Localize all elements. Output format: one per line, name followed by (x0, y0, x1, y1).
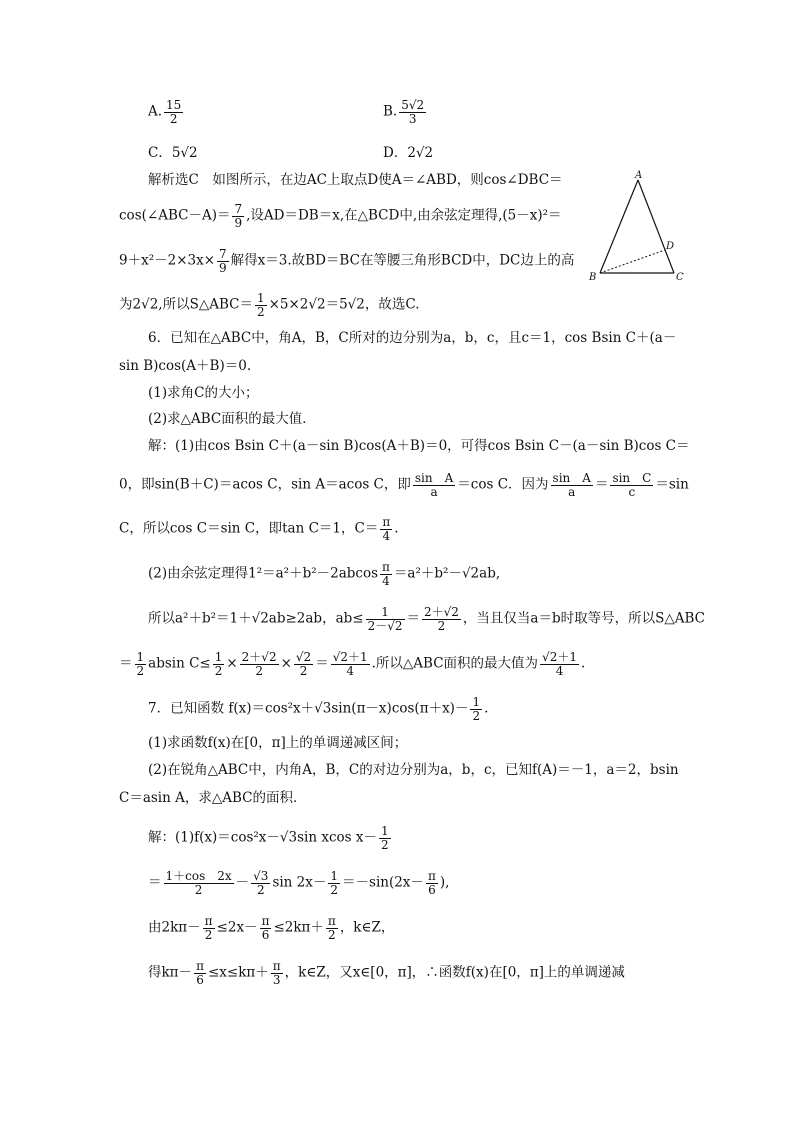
fraction-numerator: 5√2 (401, 98, 425, 112)
fraction-denominator: a (430, 484, 438, 499)
fraction-numerator: sin A (552, 471, 591, 485)
fraction (240, 651, 279, 677)
q5-solution-line-1: 解析选C 如图所示，在边AC上取点D使A＝∠ABD，则cos∠DBC＝ (148, 172, 563, 188)
segment-bd (600, 250, 665, 273)
q6-solution-line-3 (119, 516, 399, 542)
fraction (379, 825, 391, 851)
fraction-numerator: 1 (214, 650, 223, 664)
fraction-denominator: 2 (328, 927, 336, 942)
text-run: 9＋x²－2×3x× (119, 252, 216, 269)
fraction-denominator: 2 (214, 663, 223, 678)
fraction (294, 651, 313, 677)
text-run: 7．已知函数 f(x)＝cos²x＋√3sin(π－x)cos(π＋x)－ (148, 700, 469, 717)
q6-solution-line-5 (148, 606, 705, 632)
fraction-denominator: 2 (299, 663, 308, 678)
fraction-denominator: 6 (196, 972, 204, 987)
fraction-denominator: 2 (194, 882, 203, 897)
option-a-label: A. (148, 103, 163, 120)
fraction (540, 651, 579, 677)
text-run: ＝sin (655, 476, 689, 493)
text-run: 由2kπ－ (148, 919, 201, 936)
fraction-denominator: 4 (382, 528, 391, 543)
fraction (610, 472, 653, 498)
text-run: sin 2x－ (272, 874, 327, 891)
side-ac (638, 180, 674, 273)
fraction-denominator: 6 (261, 927, 270, 942)
vertex-label-b: B (589, 272, 597, 283)
fraction-denominator: 2 (330, 882, 339, 897)
fraction (260, 915, 272, 941)
fraction-numerator: 1 (136, 650, 145, 664)
text-run: . (580, 655, 586, 672)
fraction-numerator: √2＋1 (542, 650, 577, 664)
fraction (164, 870, 234, 896)
q7-stem (148, 696, 488, 722)
fraction-numerator: √3 (253, 869, 269, 883)
fraction-denominator: 2 (256, 882, 265, 897)
text-run: 所以a²＋b²＝1＋√2ab≥2ab，ab≤ (148, 610, 364, 627)
text-run: . (394, 520, 399, 537)
text-run: ＝ (119, 655, 133, 672)
text-run: ,设AD＝DB＝x,在△BCD中,由余弦定理得,(5－x)²＝ (246, 207, 562, 224)
side-ab (600, 180, 638, 273)
q6-stem-line-1: 6．已知在△ABC中，角A，B，C所对的边分别为a，b，c，且c＝1，cos Bsin C＋(a－ (148, 330, 677, 346)
fraction-numerator: 1 (256, 291, 265, 305)
fraction-numerator: 7 (219, 247, 227, 261)
text-run: C，所以cos C＝sin C，即tan C＝1，C＝ (119, 520, 379, 537)
q6-solution-line-4 (148, 561, 500, 587)
fraction (232, 203, 244, 229)
text-run: .所以△ABC面积的最大值为 (371, 655, 539, 672)
fraction-numerator: π (261, 914, 270, 928)
text-run: ≤2x－ (216, 919, 258, 936)
fraction-numerator: 1 (380, 824, 389, 838)
fraction (380, 516, 392, 542)
text-run: ，k∈Z，又x∈[0，π]，∴函数f(x)在[0，π]上的单调递减 (284, 964, 625, 981)
fraction-denominator: 3 (408, 111, 417, 126)
q6-stem-line-2: sin B)cos(A＋B)＝0. (119, 358, 252, 374)
fraction-numerator: π (204, 914, 213, 928)
fraction (470, 696, 482, 722)
option-b (383, 99, 428, 125)
fraction-numerator: π (427, 869, 436, 883)
fraction-numerator: π (327, 914, 336, 928)
text-run: ＝cos C．因为 (457, 476, 549, 493)
fraction-denominator: 4 (382, 573, 390, 588)
text-run: absin C≤ (148, 655, 211, 672)
fraction-denominator: 9 (234, 215, 243, 230)
option-b-fraction (399, 99, 426, 125)
q7-solution-line-2 (148, 870, 449, 896)
fraction-numerator: 2＋√2 (424, 605, 459, 619)
fraction-numerator: √2＋1 (332, 650, 368, 664)
fraction-numerator: π (382, 560, 390, 574)
fraction (426, 870, 438, 896)
text-run: (2)由余弦定理得1²＝a²＋b²－2abcos (148, 565, 379, 582)
fraction (255, 292, 267, 318)
fraction (217, 248, 229, 274)
text-run: cos(∠ABC－A)＝ (119, 207, 231, 224)
fraction-numerator: √2 (295, 650, 312, 664)
q6-solution-line-1: 解：(1)由cos Bsin C＋(a－sin B)cos(A＋B)＝0，可得cos Bsin C－(a－sin B)cos C＝ (148, 438, 690, 454)
q6-solution-line-6 (119, 651, 585, 677)
vertex-label-c: C (676, 272, 684, 283)
option-b-label: B. (383, 103, 398, 120)
fraction-denominator: 3 (272, 972, 281, 987)
fraction (135, 651, 147, 677)
q7-solution-line-3 (148, 915, 394, 941)
fraction-denominator: 2 (169, 111, 178, 126)
vertex-label-d: D (666, 241, 675, 252)
fraction-numerator: 7 (234, 202, 243, 216)
fraction-denominator: 2－√2 (367, 618, 403, 633)
text-run: － (235, 874, 250, 891)
option-c: C．5√2 (148, 145, 198, 161)
fraction (328, 870, 340, 896)
text-run: ), (439, 874, 450, 891)
text-run: ＝ (594, 476, 609, 493)
text-run: ＝－sin(2x－ (342, 874, 424, 891)
fraction (213, 651, 225, 677)
fraction (413, 472, 455, 498)
fraction (422, 606, 461, 632)
fraction-denominator: 2 (380, 837, 389, 852)
fraction-denominator: 2 (256, 304, 265, 319)
text-run: ×5×2√2＝5√2，故选C. (268, 296, 420, 313)
fraction (551, 472, 593, 498)
q7-solution-line-1 (148, 825, 393, 851)
text-run: ＝ (148, 874, 162, 891)
fraction-numerator: 1 (472, 695, 481, 709)
fraction-numerator: 1 (330, 869, 339, 883)
text-run: 得kπ－ (148, 964, 193, 981)
fraction (380, 561, 392, 587)
text-run: ＝a²＋b²－√2ab, (393, 565, 501, 582)
text-run: ＝ (315, 655, 329, 672)
fraction (326, 915, 338, 941)
fraction-denominator: 6 (428, 882, 436, 897)
fraction-denominator: 2 (472, 708, 481, 723)
text-run: . (484, 700, 489, 717)
q7-part-1: (1)求函数f(x)在[0，π]上的单调递减区间； (148, 735, 408, 751)
text-run: 解：(1)f(x)＝cos²x－√3sin xcos x－ (148, 829, 377, 846)
fraction-numerator: sin A (414, 471, 454, 485)
fraction-denominator: a (568, 484, 576, 499)
fraction-numerator: 2＋√2 (241, 650, 277, 664)
text-run: ，当且仅当a＝b时取等号，所以S△ABC (462, 610, 705, 627)
q6-solution-line-2 (119, 472, 689, 498)
fraction (203, 915, 215, 941)
fraction-denominator: 2 (204, 927, 213, 942)
fraction-denominator: c (628, 484, 636, 499)
option-a (148, 99, 185, 125)
fraction (251, 870, 270, 896)
q5-solution-line-3 (119, 248, 574, 274)
fraction-denominator: 2 (437, 618, 446, 633)
fraction-numerator: 1＋cos 2x (165, 869, 232, 883)
fraction-numerator: π (382, 515, 391, 529)
fraction (331, 651, 370, 677)
text-run: × (226, 655, 238, 672)
triangle-figure (586, 170, 692, 284)
text-run: × (280, 655, 292, 672)
fraction-denominator: 9 (219, 260, 227, 275)
fraction (271, 960, 283, 986)
fraction-numerator: π (196, 959, 204, 973)
fraction-denominator: 4 (555, 663, 564, 678)
text-run: ＝ (406, 610, 420, 627)
fraction-numerator: 15 (166, 98, 182, 112)
fraction (366, 606, 405, 632)
fraction-numerator: π (272, 959, 281, 973)
text-run: 0，即sin(B＋C)＝acos C，sin A＝acos C，即 (119, 476, 411, 493)
text-run: ≤2kπ＋ (273, 919, 324, 936)
vertex-label-a: A (635, 170, 643, 181)
q5-solution-line-2 (119, 203, 562, 229)
fraction-denominator: 2 (255, 663, 263, 678)
fraction-denominator: 2 (136, 663, 145, 678)
option-d: D．2√2 (383, 145, 434, 161)
q7-solution-line-4 (148, 960, 625, 986)
q7-part-2-line-2: C＝asin A，求△ABC的面积． (119, 790, 307, 806)
fraction-denominator: 4 (346, 663, 354, 678)
q7-part-2-line-1: (2)在锐角△ABC中，内角A，B，C的对边分别为a，b，c，已知f(A)＝－1，a＝2，bsin (148, 762, 679, 778)
fraction-numerator: sin C (612, 471, 652, 485)
option-a-fraction (164, 99, 183, 125)
q5-solution-line-4 (119, 292, 420, 318)
q6-part-1: (1)求角C的大小； (148, 385, 259, 401)
text-run: 为2√2,所以S△ABC＝ (119, 296, 253, 313)
text-run: ，k∈Z， (339, 919, 395, 936)
fraction-numerator: 1 (366, 606, 405, 620)
text-run: ≤x≤kπ＋ (207, 964, 269, 981)
text-run: 解得x＝3.故BD＝BC在等腰三角形BCD中，DC边上的高 (230, 252, 575, 269)
q6-part-2: (2)求△ABC面积的最大值． (148, 411, 316, 427)
fraction (194, 960, 206, 986)
